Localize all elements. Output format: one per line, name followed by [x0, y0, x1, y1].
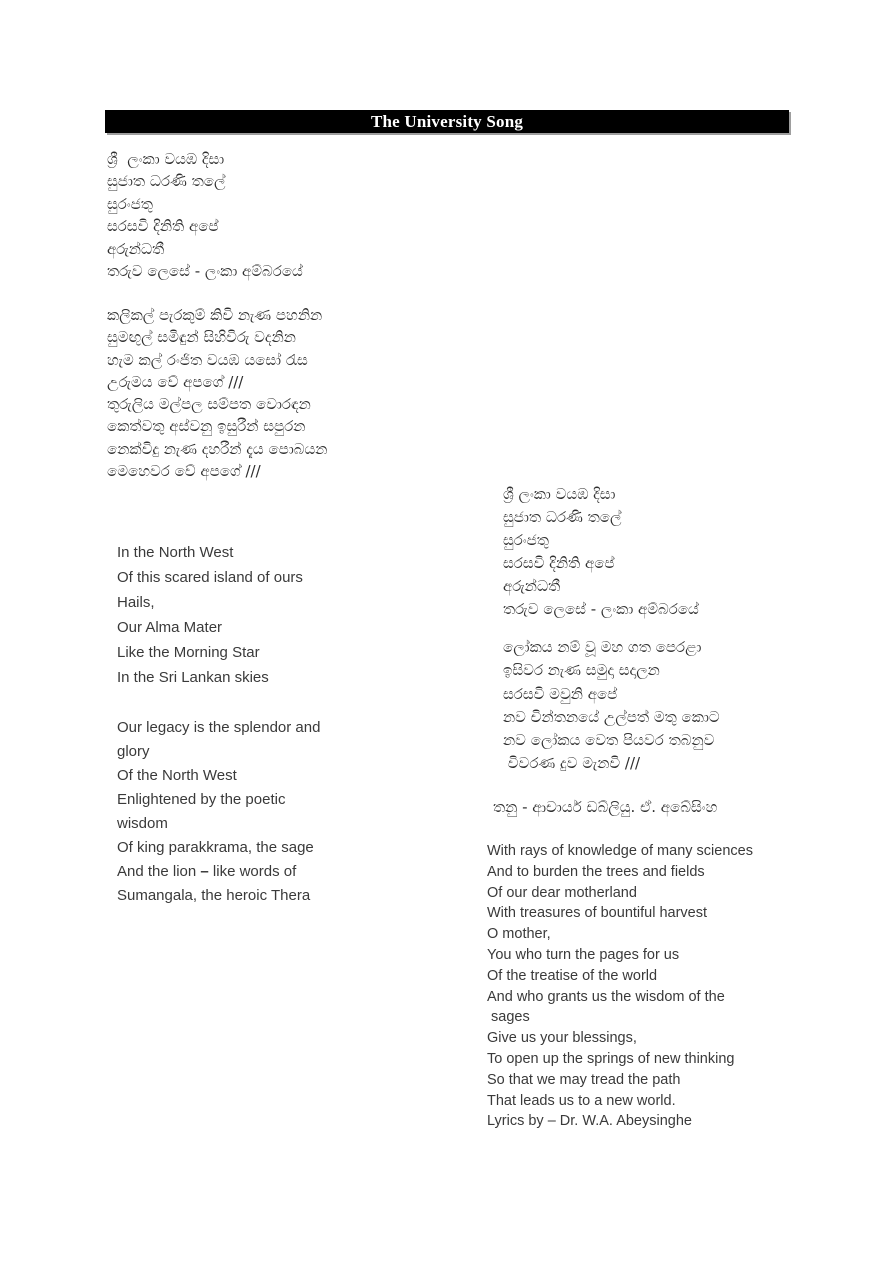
text-line: You who turn the pages for us	[487, 946, 680, 963]
composer-credit: තනු - ආචාර්ය ඩබ්ලියු. ඒ. අබේසිංහ	[493, 798, 718, 816]
text-line: Of our dear motherland	[487, 884, 637, 901]
text-line: හැම කල් රංජිත වයඹ යසෝ රැස	[107, 350, 308, 369]
sinhala-verse-3-right	[503, 636, 720, 776]
text-line: විවරණ දුව මැනවි ///	[503, 754, 641, 773]
text-line: සුරංජතු	[107, 194, 153, 213]
text-line: wisdom	[117, 815, 168, 832]
text-line: Enlightened by the poetic	[117, 791, 286, 808]
text-line: සුජාත ධරණි තලේ	[503, 508, 622, 527]
text-line: ශ්‍රී ලංකා වයඹ දිසා	[503, 485, 616, 503]
sinhala-verse-2-left	[107, 304, 327, 482]
title-banner	[105, 110, 789, 133]
text-line: O mother,	[487, 926, 551, 943]
text-line: Like the Morning Star	[117, 644, 260, 661]
text-line: sages	[487, 1009, 530, 1026]
text-line: And the lion – like words of	[117, 863, 297, 880]
text-line: Our legacy is the splendor and	[117, 719, 321, 736]
text-line: කලිකල් පැරකුම් කිවි නැණ පහනින	[107, 306, 323, 324]
page-title: The University Song	[370, 112, 524, 131]
sinhala-verse-1-left	[107, 148, 303, 282]
text-line: සුරංජතු	[503, 531, 549, 550]
sinhala-verse-1-right	[503, 483, 699, 622]
text-line: Of this scared island of ours	[117, 569, 303, 586]
text-line: තුරුලිය මල්පල සම්පත වොරඳන	[107, 395, 311, 414]
text-line: නෙක්විදු නැණ දහරීන් දැය පොබයන	[107, 439, 328, 458]
text-line: With rays of knowledge of many sciences	[487, 843, 753, 859]
text-line: අරුන්ධතී	[107, 239, 165, 258]
english-translation-right	[487, 841, 753, 1132]
text-line: නව ලෝකය වෙත පියවර තබනුව	[503, 731, 715, 750]
text-line: glory	[117, 743, 150, 760]
text-line: ඉසිවර නැණ සමුදා සදාලන	[503, 661, 660, 680]
text-line: සරසවි දිනිති අපේ	[503, 554, 615, 573]
text-line: නව චින්තනයේ උල්පත් මතු කොට	[503, 707, 720, 726]
text-line: And who grants us the wisdom of the	[487, 988, 725, 1005]
text-line: සරසවි මවුනි අපේ	[503, 684, 618, 703]
text-line: In the Sri Lankan skies	[117, 669, 269, 686]
text-line: That leads us to a new world.	[487, 1092, 676, 1109]
english-verse-2	[117, 716, 320, 908]
text-line: Our Alma Mater	[117, 619, 223, 636]
text-line: Of the North West	[117, 767, 237, 784]
text-line: සරසවි දිනිති අපේ	[107, 217, 219, 236]
text-line: සුමඟුල් සමිඳුන් සිහිවිරු වදනින	[107, 328, 296, 347]
text-line: Sumangala, the heroic Thera	[117, 887, 311, 904]
text-line: Of king parakkrama, the sage	[117, 839, 314, 856]
text-line: ශ්‍රී ලංකා වයඹ දිසා	[107, 150, 225, 168]
text-line: ලෝකය නම් වූ මහ ගත පෙරළා	[503, 638, 702, 656]
text-line: කෙත්වතු අස්වනු ඉසුරීන් සපුරන	[107, 417, 306, 436]
text-line: And to burden the trees and fields	[487, 863, 705, 880]
text-line: අරුන්ධතී	[503, 577, 561, 596]
text-line: So that we may tread the path	[487, 1071, 681, 1088]
text-line: Lyrics by – Dr. W.A. Abeysinghe	[487, 1113, 692, 1130]
text-line: උරුමය වේ අපගේ ///	[107, 372, 244, 391]
text-line: Hails,	[117, 594, 155, 611]
text-line: තරුව ලෙසේ - ලංකා අම්බරයේ	[107, 262, 303, 281]
text-line: Of the treatise of the world	[487, 967, 658, 984]
text-line: තරුව ලෙසේ - ලංකා අම්බරයේ	[503, 600, 699, 619]
text-line: සුජාත ධරණි තලේ	[107, 172, 226, 191]
text-line: To open up the springs of new thinking	[487, 1050, 735, 1067]
english-verse-1	[117, 540, 303, 690]
text-line: In the North West	[117, 544, 234, 561]
text-line: Give us your blessings,	[487, 1030, 637, 1047]
text-line: With treasures of bountiful harvest	[487, 905, 708, 922]
text-line: මෙහෙවර වේ අපගේ ///	[107, 462, 261, 481]
